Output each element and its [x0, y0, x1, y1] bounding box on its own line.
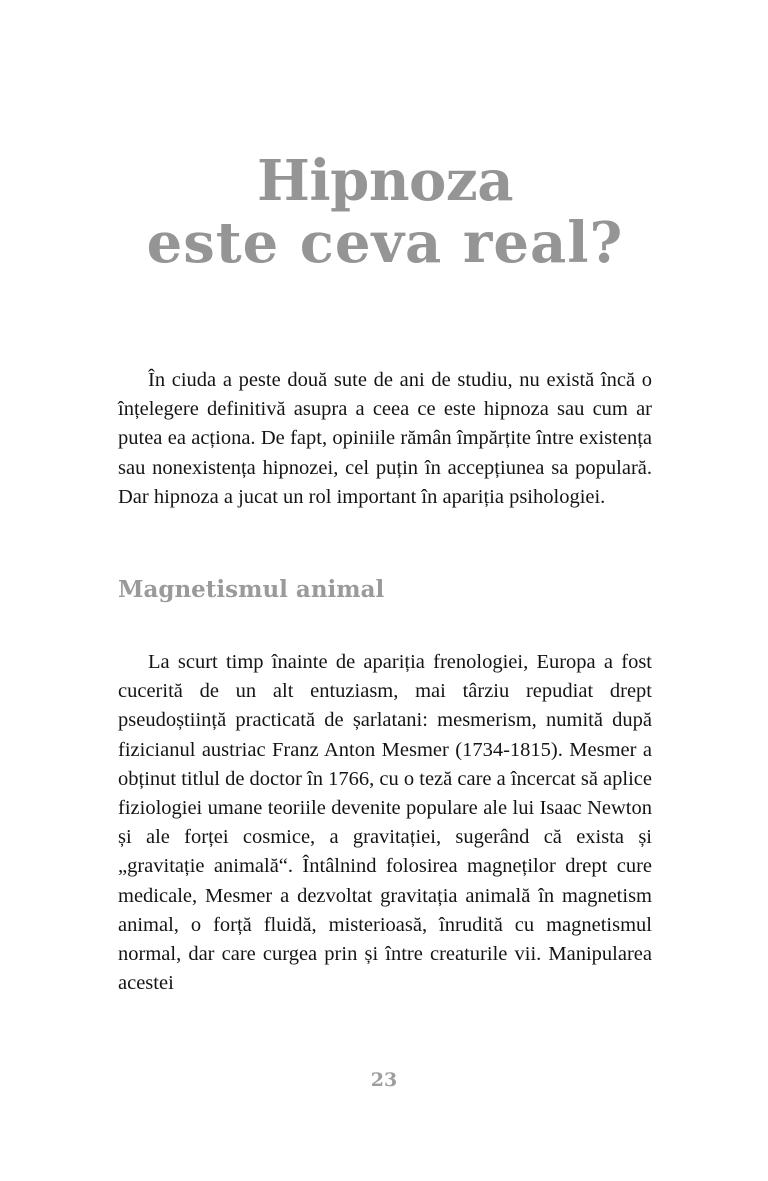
body-column — [118, 366, 652, 998]
section-heading-magnetismul-animal: Magnetismul animal — [118, 576, 385, 604]
chapter-title-line-1: Hipnoza — [257, 148, 513, 214]
heading-spacer-bottom — [118, 604, 652, 648]
section-body-paragraph: La scurt timp înainte de apariția frenologiei, Europa a fost cucerită de un alt entuziasm, mai târziu repudiat drept pseudoștiință practicată de șarlatani: mesmerism, numită după fizicianul austriac Franz Anton Mesmer (1734-1815). Mesmer a obținut titlul de doctor în 1766, cu o teză care a încercat să aplice fiziologiei umane teoriile devenite populare ale lui Isaac Newton și ale forței cosmice, a gravitației, sugerând că exista și „gravitație animală“. Întâlnind folosirea magneților drept cure medicale, Mesmer a dezvoltat gravitația animală în magnetism animal, o forță fluidă, misterioasă, înrudită cu magnetismul normal, dar care curgea prin și între creaturile vii. Manipularea acestei — [118, 651, 652, 995]
chapter-title-line-2: este ceva real? — [146, 210, 624, 276]
chapter-title — [118, 150, 652, 274]
intro-paragraph: În ciuda a peste două sute de ani de studiu, nu există încă o înțelegere definitivă asupra a ceea ce este hipnoza sau cum ar putea ea acționa. De fapt, opiniile rămân împărțite între existența sau nonexistența hipnozei, cel puțin în accepțiunea sa populară. Dar hipnoza a jucat un rol important în apariția psihologiei. — [118, 369, 652, 508]
page-number: 23 — [370, 1069, 398, 1091]
heading-spacer-top — [118, 512, 652, 576]
